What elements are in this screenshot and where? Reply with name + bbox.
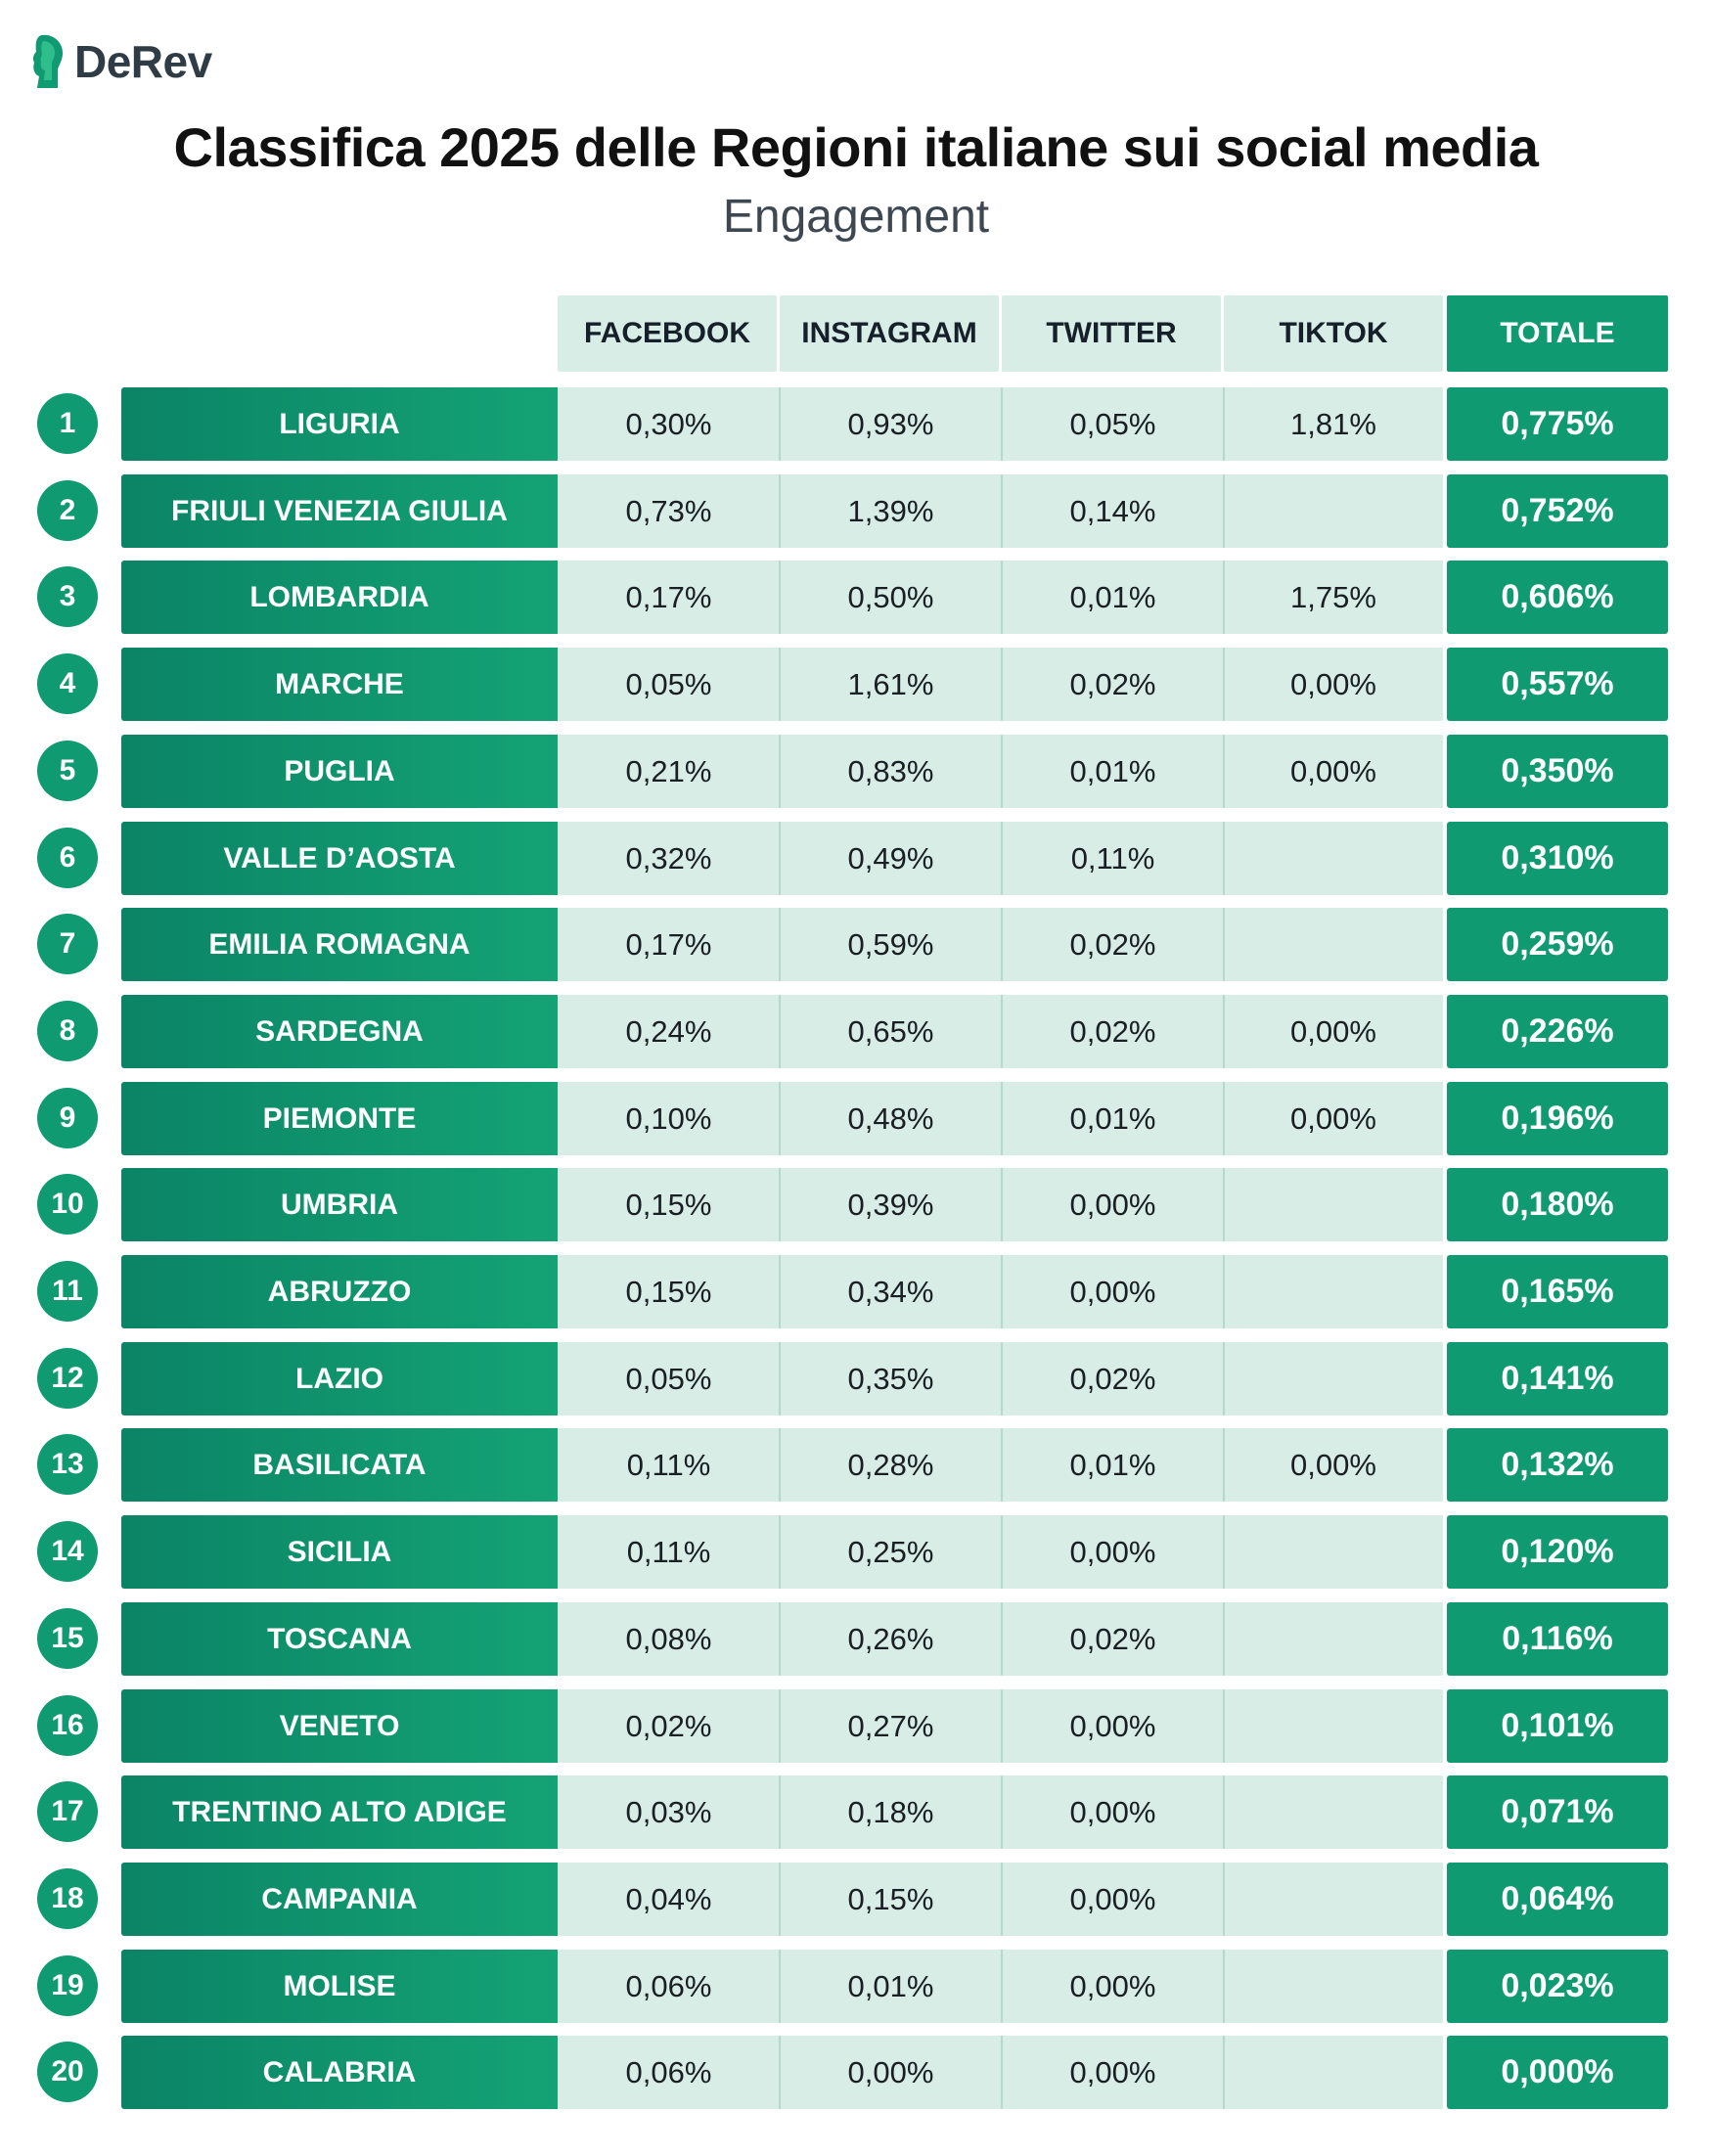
column-header-facebook: FACEBOOK (558, 295, 777, 372)
twitter-value: 0,14% (1002, 474, 1224, 548)
rank-badge: 13 (37, 1434, 98, 1495)
column-divider (1001, 1168, 1003, 1241)
tiktok-value: 0,00% (1224, 1428, 1443, 1502)
column-divider (1223, 1515, 1225, 1589)
region-name: SICILIA (121, 1515, 558, 1589)
column-divider (779, 2036, 781, 2109)
column-divider (779, 1863, 781, 1936)
rank-badge: 1 (37, 393, 98, 454)
column-header-tiktok: TIKTOK (1224, 295, 1443, 372)
totale-value: 0,557% (1447, 648, 1668, 721)
rank-badge: 2 (37, 480, 98, 541)
column-divider (1001, 2036, 1003, 2109)
totale-value: 0,000% (1447, 2036, 1668, 2109)
tiktok-value (1224, 822, 1443, 895)
column-divider (1223, 735, 1225, 808)
column-divider (1001, 1775, 1003, 1849)
column-divider (1001, 1602, 1003, 1676)
region-name: LOMBARDIA (121, 561, 558, 634)
tiktok-value (1224, 1342, 1443, 1415)
rank-badge: 8 (37, 1001, 98, 1061)
column-divider (779, 1775, 781, 1849)
twitter-value: 0,00% (1002, 1168, 1224, 1241)
instagram-value: 0,48% (780, 1082, 1002, 1155)
table-row (0, 1863, 1712, 1936)
rank-badge: 5 (37, 741, 98, 801)
twitter-value: 0,00% (1002, 1775, 1224, 1849)
twitter-value: 0,00% (1002, 1689, 1224, 1763)
region-name: TOSCANA (121, 1602, 558, 1676)
column-divider (1223, 1602, 1225, 1676)
column-divider (779, 995, 781, 1068)
column-divider (1001, 1950, 1003, 2023)
table-row (0, 387, 1712, 461)
region-name: PUGLIA (121, 735, 558, 808)
instagram-value: 0,26% (780, 1602, 1002, 1676)
twitter-value: 0,02% (1002, 1602, 1224, 1676)
totale-value: 0,310% (1447, 822, 1668, 895)
column-divider (1223, 474, 1225, 548)
instagram-value: 0,27% (780, 1689, 1002, 1763)
tiktok-value (1224, 1775, 1443, 1849)
rank-badge: 9 (37, 1088, 98, 1148)
twitter-value: 0,02% (1002, 1342, 1224, 1415)
column-divider (1223, 1082, 1225, 1155)
rank-badge: 18 (37, 1868, 98, 1929)
table-row (0, 822, 1712, 895)
rank-badge: 14 (37, 1521, 98, 1582)
instagram-value: 0,15% (780, 1863, 1002, 1936)
region-name: BASILICATA (121, 1428, 558, 1502)
rank-badge: 15 (37, 1608, 98, 1669)
column-divider (1001, 474, 1003, 548)
facebook-value: 0,17% (558, 908, 780, 981)
tiktok-value: 0,00% (1224, 995, 1443, 1068)
column-divider (1223, 387, 1225, 461)
column-divider (1001, 1515, 1003, 1589)
column-divider (779, 1689, 781, 1763)
instagram-value: 0,34% (780, 1255, 1002, 1328)
column-divider (1001, 1255, 1003, 1328)
column-divider (1223, 1168, 1225, 1241)
column-divider (1223, 1428, 1225, 1502)
rank-badge: 11 (37, 1261, 98, 1322)
twitter-value: 0,05% (1002, 387, 1224, 461)
tiktok-value (1224, 474, 1443, 548)
twitter-value: 0,01% (1002, 735, 1224, 808)
table-row (0, 1428, 1712, 1502)
column-divider (779, 1082, 781, 1155)
column-header-twitter: TWITTER (1002, 295, 1221, 372)
table-row (0, 1515, 1712, 1589)
region-name: MARCHE (121, 648, 558, 721)
region-name: FRIULI VENEZIA GIULIA (121, 474, 558, 548)
facebook-value: 0,21% (558, 735, 780, 808)
column-divider (779, 1168, 781, 1241)
region-name: TRENTINO ALTO ADIGE (121, 1775, 558, 1849)
column-divider (779, 908, 781, 981)
region-name: MOLISE (121, 1950, 558, 2023)
facebook-value: 0,11% (558, 1428, 780, 1502)
totale-value: 0,752% (1447, 474, 1668, 548)
tiktok-value (1224, 2036, 1443, 2109)
column-divider (1223, 1950, 1225, 2023)
twitter-value: 0,01% (1002, 1082, 1224, 1155)
tiktok-value: 0,00% (1224, 1082, 1443, 1155)
column-divider (1001, 995, 1003, 1068)
region-name: CAMPANIA (121, 1863, 558, 1936)
twitter-value: 0,00% (1002, 1950, 1224, 2023)
rank-badge: 7 (37, 914, 98, 974)
table-row (0, 735, 1712, 808)
totale-value: 0,165% (1447, 1255, 1668, 1328)
twitter-value: 0,00% (1002, 1515, 1224, 1589)
facebook-value: 0,02% (558, 1689, 780, 1763)
page-subtitle: Engagement (722, 191, 990, 243)
table-row (0, 474, 1712, 548)
rank-badge: 16 (37, 1695, 98, 1756)
tiktok-value (1224, 908, 1443, 981)
column-divider (1001, 1863, 1003, 1936)
table-row (0, 1689, 1712, 1763)
rank-badge: 10 (37, 1174, 98, 1235)
brand-name: DeRev (74, 36, 212, 87)
facebook-value: 0,06% (558, 1950, 780, 2023)
column-divider (1223, 995, 1225, 1068)
table-header (0, 295, 1712, 372)
table-row (0, 1082, 1712, 1155)
instagram-value: 0,18% (780, 1775, 1002, 1849)
totale-value: 0,226% (1447, 995, 1668, 1068)
column-divider (1223, 1863, 1225, 1936)
twitter-value: 0,01% (1002, 1428, 1224, 1502)
table-row (0, 1342, 1712, 1415)
instagram-value: 0,93% (780, 387, 1002, 461)
region-name: LAZIO (121, 1342, 558, 1415)
instagram-value: 1,61% (780, 648, 1002, 721)
column-divider (779, 1515, 781, 1589)
totale-value: 0,775% (1447, 387, 1668, 461)
column-header-totale: TOTALE (1447, 295, 1668, 372)
table-row (0, 1602, 1712, 1676)
facebook-value: 0,32% (558, 822, 780, 895)
facebook-value: 0,73% (558, 474, 780, 548)
column-divider (1001, 908, 1003, 981)
column-divider (779, 1255, 781, 1328)
rank-badge: 19 (37, 1955, 98, 2016)
table-row (0, 561, 1712, 634)
column-divider (779, 735, 781, 808)
twitter-value: 0,02% (1002, 648, 1224, 721)
tiktok-value (1224, 1863, 1443, 1936)
region-name: PIEMONTE (121, 1082, 558, 1155)
rank-badge: 20 (37, 2042, 98, 2102)
instagram-value: 0,59% (780, 908, 1002, 981)
tiktok-value (1224, 1515, 1443, 1589)
column-divider (1001, 1428, 1003, 1502)
facebook-value: 0,03% (558, 1775, 780, 1849)
facebook-value: 0,15% (558, 1168, 780, 1241)
instagram-value: 0,01% (780, 1950, 1002, 2023)
facebook-value: 0,10% (558, 1082, 780, 1155)
facebook-value: 0,17% (558, 561, 780, 634)
column-divider (1001, 561, 1003, 634)
totale-value: 0,101% (1447, 1689, 1668, 1763)
facebook-value: 0,05% (558, 1342, 780, 1415)
table-row (0, 1775, 1712, 1849)
instagram-value: 0,65% (780, 995, 1002, 1068)
instagram-value: 0,35% (780, 1342, 1002, 1415)
region-name: VENETO (121, 1689, 558, 1763)
rank-badge: 3 (37, 566, 98, 627)
totale-value: 0,259% (1447, 908, 1668, 981)
instagram-value: 0,49% (780, 822, 1002, 895)
tiktok-value (1224, 1168, 1443, 1241)
column-header-instagram: INSTAGRAM (780, 295, 999, 372)
column-divider (1223, 908, 1225, 981)
instagram-value: 0,83% (780, 735, 1002, 808)
twitter-value: 0,00% (1002, 1255, 1224, 1328)
column-divider (779, 1342, 781, 1415)
twitter-value: 0,02% (1002, 908, 1224, 981)
twitter-value: 0,02% (1002, 995, 1224, 1068)
instagram-value: 0,50% (780, 561, 1002, 634)
facebook-value: 0,04% (558, 1863, 780, 1936)
rank-badge: 6 (37, 828, 98, 888)
tiktok-value: 0,00% (1224, 648, 1443, 721)
totale-value: 0,116% (1447, 1602, 1668, 1676)
table-row (0, 995, 1712, 1068)
column-divider (1223, 1255, 1225, 1328)
head-profile-icon (31, 33, 65, 90)
column-divider (1001, 735, 1003, 808)
column-divider (1223, 822, 1225, 895)
column-divider (779, 474, 781, 548)
tiktok-value (1224, 1689, 1443, 1763)
region-name: VALLE D’AOSTA (121, 822, 558, 895)
column-divider (1001, 1342, 1003, 1415)
totale-value: 0,120% (1447, 1515, 1668, 1589)
column-divider (779, 1950, 781, 2023)
twitter-value: 0,00% (1002, 1863, 1224, 1936)
instagram-value: 1,39% (780, 474, 1002, 548)
column-divider (779, 561, 781, 634)
region-name: EMILIA ROMAGNA (121, 908, 558, 981)
table-row (0, 1255, 1712, 1328)
table-row (0, 908, 1712, 981)
column-divider (779, 387, 781, 461)
column-divider (1001, 387, 1003, 461)
column-divider (1001, 1082, 1003, 1155)
facebook-value: 0,11% (558, 1515, 780, 1589)
column-divider (1223, 2036, 1225, 2109)
rank-badge: 17 (37, 1781, 98, 1842)
column-divider (1223, 561, 1225, 634)
column-divider (1223, 1775, 1225, 1849)
column-divider (1223, 1342, 1225, 1415)
column-divider (779, 822, 781, 895)
totale-value: 0,023% (1447, 1950, 1668, 2023)
region-name: LIGURIA (121, 387, 558, 461)
rank-badge: 12 (37, 1348, 98, 1409)
totale-value: 0,180% (1447, 1168, 1668, 1241)
column-divider (779, 1602, 781, 1676)
table-row (0, 1168, 1712, 1241)
table-row (0, 648, 1712, 721)
facebook-value: 0,08% (558, 1602, 780, 1676)
instagram-value: 0,00% (780, 2036, 1002, 2109)
twitter-value: 0,01% (1002, 561, 1224, 634)
instagram-value: 0,25% (780, 1515, 1002, 1589)
facebook-value: 0,15% (558, 1255, 780, 1328)
tiktok-value (1224, 1950, 1443, 2023)
facebook-value: 0,24% (558, 995, 780, 1068)
totale-value: 0,350% (1447, 735, 1668, 808)
instagram-value: 0,39% (780, 1168, 1002, 1241)
column-divider (1001, 1689, 1003, 1763)
tiktok-value (1224, 1602, 1443, 1676)
totale-value: 0,141% (1447, 1342, 1668, 1415)
facebook-value: 0,06% (558, 2036, 780, 2109)
table-row (0, 2036, 1712, 2109)
tiktok-value: 0,00% (1224, 735, 1443, 808)
totale-value: 0,606% (1447, 561, 1668, 634)
column-divider (779, 648, 781, 721)
column-divider (1223, 1689, 1225, 1763)
rank-badge: 4 (37, 653, 98, 714)
tiktok-value: 1,75% (1224, 561, 1443, 634)
totale-value: 0,132% (1447, 1428, 1668, 1502)
region-name: SARDEGNA (121, 995, 558, 1068)
region-name: ABRUZZO (121, 1255, 558, 1328)
table-row (0, 1950, 1712, 2023)
region-name: UMBRIA (121, 1168, 558, 1241)
column-divider (779, 1428, 781, 1502)
tiktok-value (1224, 1255, 1443, 1328)
facebook-value: 0,05% (558, 648, 780, 721)
column-divider (1001, 822, 1003, 895)
page-title: Classifica 2025 delle Regioni italiane sui social media (173, 116, 1539, 178)
totale-value: 0,064% (1447, 1863, 1668, 1936)
column-divider (1001, 648, 1003, 721)
region-name: CALABRIA (121, 2036, 558, 2109)
totale-value: 0,196% (1447, 1082, 1668, 1155)
brand (31, 33, 212, 90)
facebook-value: 0,30% (558, 387, 780, 461)
instagram-value: 0,28% (780, 1428, 1002, 1502)
twitter-value: 0,00% (1002, 2036, 1224, 2109)
column-divider (1223, 648, 1225, 721)
twitter-value: 0,11% (1002, 822, 1224, 895)
totale-value: 0,071% (1447, 1775, 1668, 1849)
tiktok-value: 1,81% (1224, 387, 1443, 461)
